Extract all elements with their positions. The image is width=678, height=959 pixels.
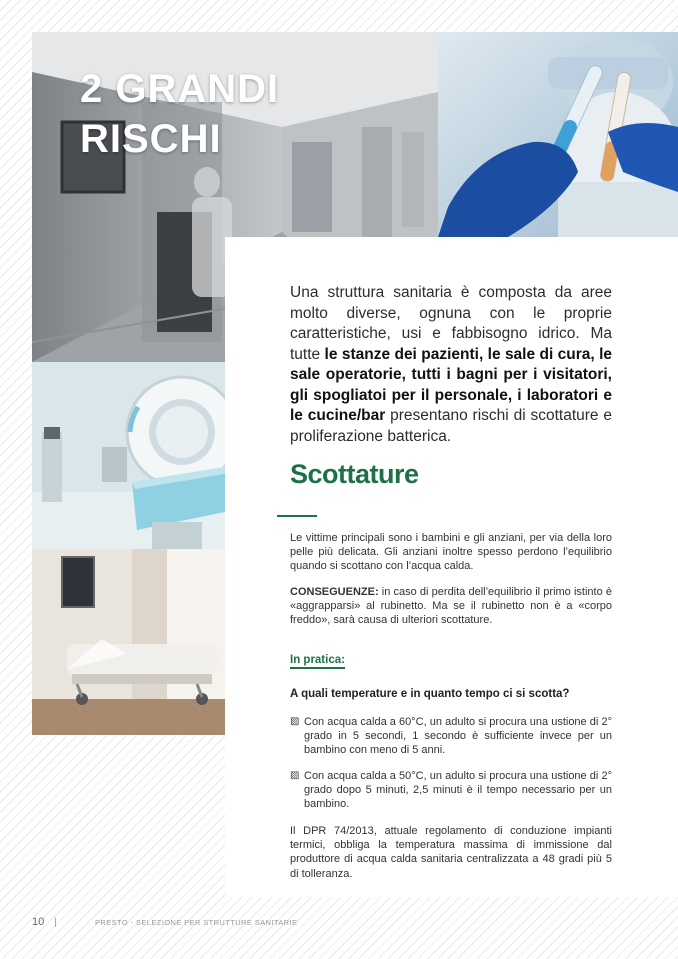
- bullet-text: Con acqua calda a 50°C, un adulto si procura una ustione di 2° grado dopo 5 minuti, 2,5 minuti è il tempo necessario per un bambino.: [304, 770, 612, 811]
- in-pratica-label: In pratica:: [290, 654, 345, 669]
- intro-paragraph: [290, 283, 612, 447]
- title-line-2: RISCHI: [80, 117, 222, 161]
- list-item: [290, 769, 612, 812]
- section-heading-scottature: Scottature: [290, 459, 419, 489]
- list-item: [290, 715, 612, 758]
- footer-separator: |: [54, 916, 57, 928]
- consequences-text: in caso di perdita dell’equilibrio il primo istinto è «aggrapparsi» al rubinetto. Ma se il rubinetto non è a «corpo freddo», sarà causa di ulteriori scottature.: [290, 586, 612, 627]
- title-line-1: 2 GRANDI: [80, 67, 280, 111]
- page-title: [80, 64, 380, 164]
- heading-divider: [277, 515, 317, 517]
- patient-room-photo: [32, 549, 225, 735]
- mri-scanner-photo: [32, 362, 225, 549]
- hatch-bullet-icon: ▨: [290, 770, 299, 781]
- page-footer: [32, 916, 297, 928]
- publication-name: PRESTO - SELEZIONE PER STRUTTURE SANITARIE: [94, 917, 298, 927]
- intro-bold-areas: le stanze dei pazienti, le sale di cura, le sale operatorie, tutti i bagni per i visitatori, gli spogliatoi per il personale, i laboratori e le cucine/bar: [290, 345, 612, 424]
- laboratory-test-tubes-photo: [438, 32, 678, 237]
- intro-text-start: Una struttura sanitaria è composta da aree molto diverse, ognuna con le proprie caratteristiche, usi e fabbisogno idrico. Ma tutte: [290, 284, 612, 363]
- temperature-question: A quali temperature e in quanto tempo ci si scotta?: [290, 688, 570, 700]
- content-panel: [225, 237, 678, 897]
- consequences-paragraph: [290, 585, 612, 628]
- consequences-label: CONSEGUENZE:: [290, 586, 379, 598]
- page-number: 10: [32, 916, 45, 928]
- victims-paragraph: Le vittime principali sono i bambini e gli anziani, per via della loro pelle più delicata. Gli anziani inoltre spesso perdono l’equilibrio quando si scottano con l’acqua calda.: [290, 532, 612, 573]
- dpr-regulation-paragraph: Il DPR 74/2013, attuale regolamento di conduzione impianti termici, obbliga la temperatura massima di immissione dal produttore di acqua calda sanitaria centralizzata a 48 gradi più 5 di tolleranza.: [290, 825, 612, 880]
- bullet-text: Con acqua calda a 60°C, un adulto si procura una ustione di 2° grado in 5 secondi, 1 secondo è sufficiente invece per un bambino con meno di 5 anni.: [304, 716, 612, 757]
- intro-text-end: presentano rischi di scottature e proliferazione batterica.: [290, 407, 613, 445]
- hatch-bullet-icon: ▨: [290, 716, 299, 727]
